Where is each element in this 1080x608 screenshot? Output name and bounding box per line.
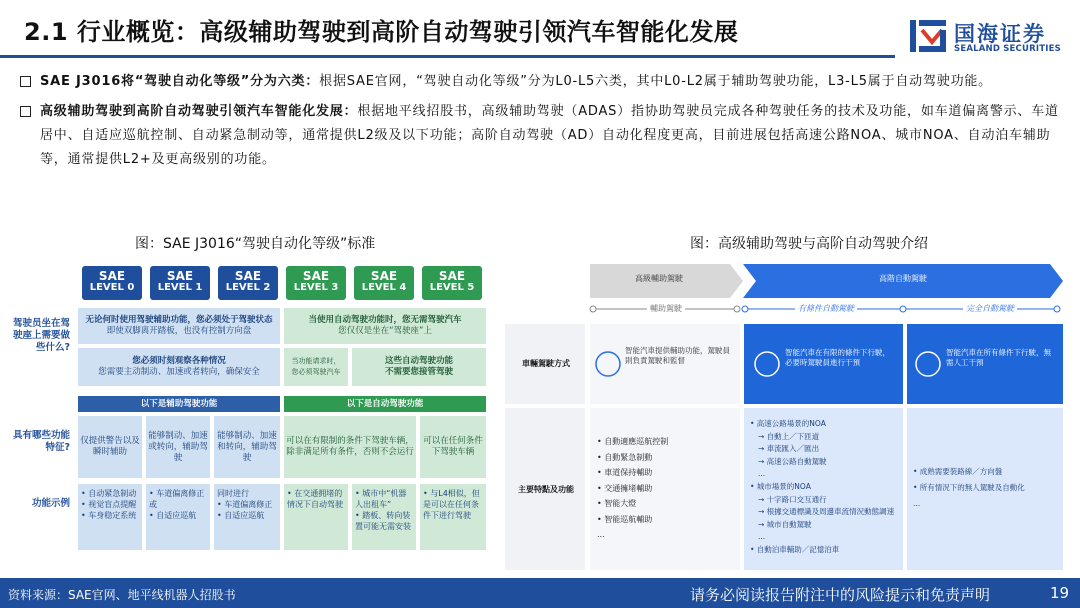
full-mode-text: 智能汽車在所有條件下行駛，無需人工干預 (946, 348, 1051, 367)
list-item: • 自動泊車輔助／記憶泊車 (750, 544, 840, 554)
bullet-heading: 高级辅助驾驶到高阶自动驾驶引领汽车智能化发展： (40, 104, 358, 119)
conditional-sub-label: 有條件自動駕駛 (795, 303, 857, 314)
list-item: • 自動緊急制動 (597, 452, 653, 462)
row-label-mode: 車輛駕駛方式 (522, 359, 570, 368)
bullet-text: 根据SAE官网，“驾驶自动化等级”分为L0-L5六类，其中L0-L2属于辅助驾驶功能，L3-L5属于自动驾驶功能。 (319, 74, 992, 89)
feature-l0: 仅提供警告以及瞬时辅助 (78, 416, 142, 478)
full-feature-list (913, 464, 1061, 512)
list-item: ... (913, 499, 921, 508)
example-l4: • 城市中“机器人出租车” • 踏板、转向装置可能无需安装 (352, 484, 416, 550)
bullet-text: 根据地平线招股书，高级辅助驾驶（ADAS）指协助驾驶员完成各种驾驶任务的技术及功能，如车道偏离警示、车道居中、自适应巡航控制、自动紧急制动等，通常提供L2级及以下功能；高阶自动驾驶（AD）自动化程度更高，目前进展包括高速公路NOA、城市NOA、自动泊车辅助等，通常提供L2+及更高级别的功能。 (40, 104, 1059, 167)
conditional-feature-list (750, 418, 900, 557)
square-bullet-icon (20, 76, 31, 87)
bullet-item (18, 100, 1063, 172)
auto-subline-node (742, 306, 748, 312)
assist-driver-box: 无论何时使用驾驶辅助功能，您必须处于驾驶状态 即使双脚离开踏板，也没有控制方向盘 (78, 308, 280, 344)
page-number: 19 (1050, 584, 1070, 602)
bullet-heading: SAE J3016将“驾驶自动化等级”分为六类： (40, 74, 320, 89)
row-label-features: 具有哪些功能特征? (12, 430, 70, 453)
assist-sub-label: 輔助駕駛 (647, 303, 685, 314)
adas-ad-figure (505, 258, 1065, 578)
level-badge: SAE LEVEL 2 (218, 266, 278, 300)
list-item: • 智能巡航輔助 (597, 514, 653, 524)
bullet-item (18, 70, 1063, 94)
full-sub-label: 完全自動駕駛 (963, 303, 1017, 314)
title-rule (0, 55, 895, 58)
feature-l3-l4: 可以在有限制的条件下驾驶车辆，除非满足所有条件，否则不会运行 (284, 416, 416, 478)
row-label-driver: 驾驶员坐在驾驶座上需要做些什么? (12, 318, 70, 353)
list-item: • 城市場景的NOA (750, 481, 811, 491)
list-item: • 高速公路場景的NOA (750, 419, 826, 428)
header (0, 0, 1080, 66)
list-item: → 高速公路自動駕駛 (758, 456, 827, 466)
auto-subline-node (1054, 306, 1060, 312)
square-bullet-icon (20, 106, 31, 117)
list-item: ... (758, 532, 766, 542)
list-item: → 十字路口交互通行 (758, 494, 827, 504)
logo-english-name: SEALAND SECURITIES (954, 44, 1061, 54)
assist-subline-node (590, 306, 596, 312)
sae-levels-figure (0, 258, 492, 578)
right-figure-caption: 图：高级辅助驾驶与高阶自动驾驶介绍 (690, 236, 928, 252)
sealand-logo-icon (908, 16, 948, 56)
level-badge: SAE LEVEL 5 (422, 266, 482, 300)
list-item: ... (758, 469, 766, 479)
assist-subline-node (734, 306, 740, 312)
feature-l2: 能够制动、加速和转向，辅助驾驶 (214, 416, 280, 478)
list-item: • 智能大燈 (597, 499, 637, 508)
list-item: → 城市自動駕駛 (758, 519, 812, 529)
auto-subline-node (900, 306, 906, 312)
logo-chinese-name: 国海证券 (954, 22, 1046, 46)
disclaimer: 请务必阅读报告附注中的风险提示和免责声明 (690, 586, 991, 604)
example-l1: • 车道偏离修正 或 • 自适应巡航 (146, 484, 210, 550)
row-label-features: 主要特點及功能 (518, 485, 574, 494)
conditional-mode-text: 智能汽車在有限的條件下行駛，必要時駕駛員進行干預 (785, 348, 890, 367)
level-badge: SAE LEVEL 1 (150, 266, 210, 300)
list-item: ... (597, 530, 605, 539)
auto-takeover-box: 当功能请求时， 您必须驾驶汽车 (284, 348, 348, 386)
source-note: 资料来源：SAE官网、地平线机器人招股书 (8, 588, 236, 602)
example-l0: • 自动紧急制动 • 视觉盲点提醒 • 车身稳定系统 (78, 484, 142, 550)
left-figure-caption: 图：SAE J3016“驾驶自动化等级”标准 (135, 236, 376, 252)
list-item: • 交通擁堵輔助 (597, 483, 653, 493)
example-l2: 同时进行 • 车道偏离修正 • 自适应巡航 (214, 484, 280, 550)
auto-band: 以下是自动驾驶功能 (284, 396, 486, 412)
assist-header-label: 高級輔助駕駛 (635, 274, 683, 283)
company-logo (908, 16, 1068, 58)
assist-band: 以下是辅助驾驶功能 (78, 396, 280, 412)
level-badge: SAE LEVEL 4 (354, 266, 414, 300)
row-label-examples: 功能示例 (31, 498, 70, 509)
assist-mode-text: 智能汽車提供輔助功能，駕駛員則負責駕駛和監督 (625, 346, 730, 365)
footer (0, 578, 1080, 608)
example-l3: • 在交通拥堵的情况下自动驾驶 (284, 484, 348, 550)
feature-l1: 能够制动、加速或转向，辅助驾驶 (146, 416, 210, 478)
auto-header-label: 高階自動駕駛 (879, 274, 927, 283)
list-item: • 自動適應巡航控制 (597, 437, 669, 446)
example-l5: • 与L4相似，但是可以在任何条件下进行驾驶 (420, 484, 486, 550)
level-badge: SAE LEVEL 0 (82, 266, 142, 300)
list-item: → 根據交通標識及周邊車流情況動態調速 (758, 507, 895, 517)
auto-driver-box: 当使用自动驾驶功能时，您无需驾驶汽车 您仅仅是坐在“驾驶座”上 (284, 308, 486, 344)
auto-no-takeover-box: 这些自动驾驶功能 不需要您接管驾驶 (352, 348, 486, 386)
list-item: → 車流匯入／匯出 (758, 444, 820, 454)
list-item: • 車道保持輔助 (597, 468, 653, 477)
list-item: → 自動上／下匝道 (758, 431, 820, 441)
level-badge: SAE LEVEL 3 (286, 266, 346, 300)
feature-l5: 可以在任何条件下驾驶车辆 (420, 416, 486, 478)
list-item: • 成熟需要裝路線／方向盤 (913, 467, 1003, 476)
assist-feature-list (597, 434, 737, 543)
assist-observe-box: 您必须时刻观察各种情况 您需要主动制动、加速或者转向，确保安全 (78, 348, 280, 386)
list-item: • 所有情況下的無人駕駛及自動化 (913, 483, 1025, 492)
page-title: 2.1 行业概览：高级辅助驾驶到高阶自动驾驶引领汽车智能化发展 (24, 18, 739, 46)
bullet-list (18, 70, 1063, 178)
